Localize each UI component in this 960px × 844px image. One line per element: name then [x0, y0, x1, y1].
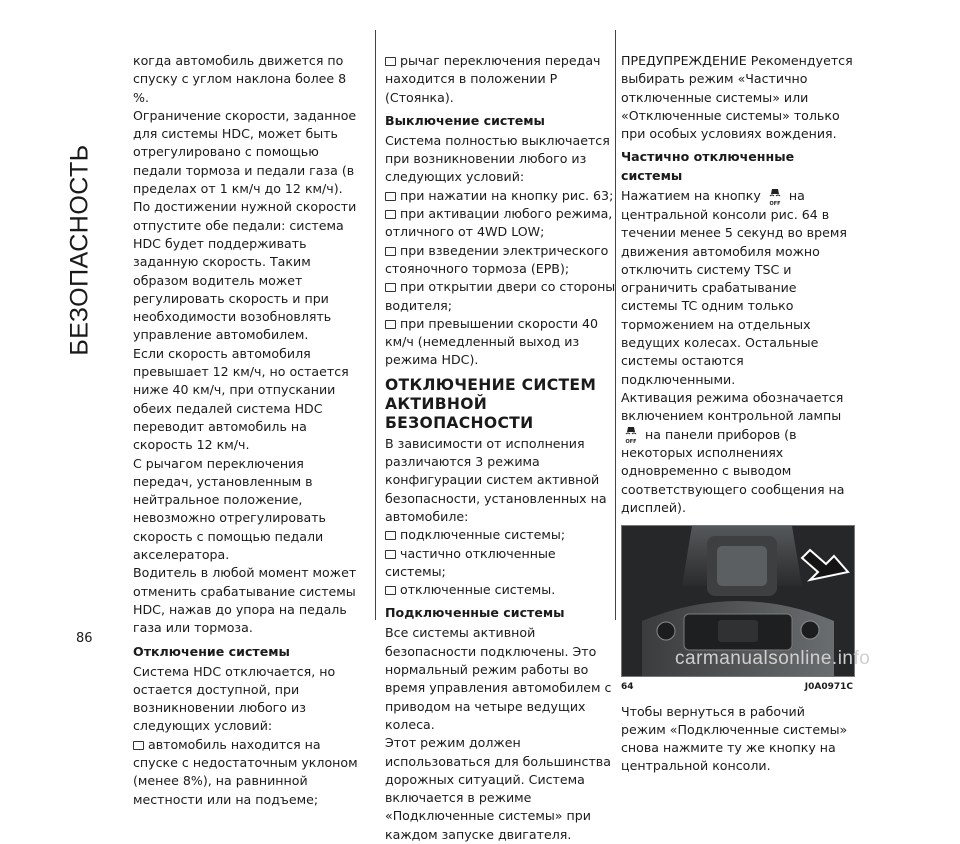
column-divider-1 [375, 30, 376, 620]
paragraph: С рычагом переключения передач, установленным в нейтральное положение, невозможно отрегулировать скорость с помощью педали акселератора. [133, 455, 326, 563]
bullet-icon [385, 531, 396, 540]
paragraph: Чтобы вернуться в рабочий режим «Подключенные системы» снова нажмите ту же кнопку на центральной консоли. [621, 703, 848, 774]
esc-off-icon [765, 188, 785, 206]
list-item: при нажатии на кнопку рис. 63; [385, 187, 617, 205]
paragraph: когда автомобиль движется по спуску с углом наклона более 8 %. [133, 53, 347, 105]
figure-caption [621, 678, 853, 696]
paragraph: Если скорость автомобиля превышает 12 км/ч, но остается ниже 40 км/ч, при отпускании обеих педалей система HDC переводит автомобиль на скорость 12 км/ч. [133, 345, 349, 453]
page-number: 86 [76, 631, 93, 646]
column-1 [133, 52, 365, 809]
section-side-title: БЕЗОПАСНОСТЬ [65, 144, 94, 356]
bullet-icon [385, 586, 396, 595]
list-item: частично отключенные системы; [385, 545, 556, 579]
list-item: отключенные системы. [385, 581, 617, 599]
watermark: carmanualsonline.info [675, 648, 871, 669]
paragraph: Этот режим должен использоваться для большинства дорожных ситуаций. Система включается в режиме «Подключенные системы» при каждом запуске двигателя. [385, 735, 611, 842]
paragraph: Все системы активной безопасности подключены. Это нормальный режим работы во время управления автомобилем с приводом на четыре ведущих колеса. [385, 625, 612, 732]
paragraph: Водитель в любой момент может отменить срабатывание системы HDC, нажав до упора на педаль газа или тормоза. [133, 565, 357, 636]
list-item: автомобиль находится на спуске с недостаточным уклоном (менее 8%), на равнинной местности или на подъеме; [133, 736, 358, 807]
list-item: при открытии двери со стороны водителя; [385, 279, 616, 313]
bullet-icon [385, 57, 396, 66]
bullet-icon [385, 320, 396, 329]
paragraph: По достижении нужной скорости отпустите обе педали: система HDC будет поддерживать заданную скорость. Таким образом водитель может регулировать скорость и при необходимости возобновлять управление автомобилем. [133, 199, 357, 343]
icon-off-label: OFF [625, 439, 637, 445]
section-heading: Выключение системы [385, 112, 545, 128]
list-item: при активации любого режима, отличного от 4WD LOW; [385, 206, 613, 240]
bullet-icon [385, 210, 396, 219]
figure-code: J0A0971C [804, 682, 853, 693]
list-item: подключенные системы; [385, 526, 617, 544]
bullet-icon [385, 283, 396, 292]
section-heading: Подключенные системы [385, 605, 565, 621]
paragraph: Нажатием на кнопку OFF на центральной консоли рис. 64 в течении менее 5 секунд во время движения автомобиля можно отключить систему TSC и ограничить срабатывание системы TC одним только торможением на отдельных ведущих колесах. Остальные системы остаются подключенными. [621, 188, 847, 387]
bullet-icon [385, 247, 396, 256]
icon-off-label: OFF [769, 200, 781, 206]
paragraph: Система полностью выключается при возникновении любого из следующих условий: [385, 132, 610, 185]
paragraph: Система HDC отключается, но остается доступной, при возникновении любого из следующих условий: [133, 663, 336, 734]
chapter-heading: ОТКЛЮЧЕНИЕ СИСТЕМ АКТИВНОЙ БЕЗОПАСНОСТИ [385, 375, 597, 432]
paragraph: В зависимости от исполнения различаются 3 режима конфигурации систем активной безопасности, установленных на автомобиле: [385, 435, 607, 524]
bullet-icon [385, 192, 396, 201]
section-heading: Частично отключенные системы [621, 149, 795, 184]
list-item: рычаг переключения передач находится в положении P (Стоянка). [385, 53, 601, 105]
esc-off-warning-lamp-icon [621, 426, 641, 444]
section-heading: Отключение системы [133, 643, 290, 659]
paragraph: ПРЕДУПРЕЖДЕНИЕ Рекомендуется выбирать режим «Частично отключенные системы» или «Отключенные системы» только при особых условиях вождения. [621, 53, 853, 142]
list-item: при превышении скорости 40 км/ч (немедленный выход из режима HDC). [385, 315, 599, 368]
figure-number: 64 [621, 682, 634, 693]
bullet-icon [385, 550, 396, 559]
bullet-icon [133, 741, 144, 750]
paragraph: Ограничение скорости, заданное для системы HDC, может быть отрегулировано с помощью педали тормоза и педали газа (в пределах от 1 км/ч до 12 км/ч). [133, 107, 357, 197]
list-item: при взведении электрического стояночного тормоза (EPB); [385, 242, 609, 276]
paragraph: Активация режима обозначается включением контрольной лампы OFF на панели приборов (в некоторых исполнениях одновременно с выводом соответствующего сообщения на дисплей). [621, 389, 845, 515]
column-2 [385, 52, 617, 844]
